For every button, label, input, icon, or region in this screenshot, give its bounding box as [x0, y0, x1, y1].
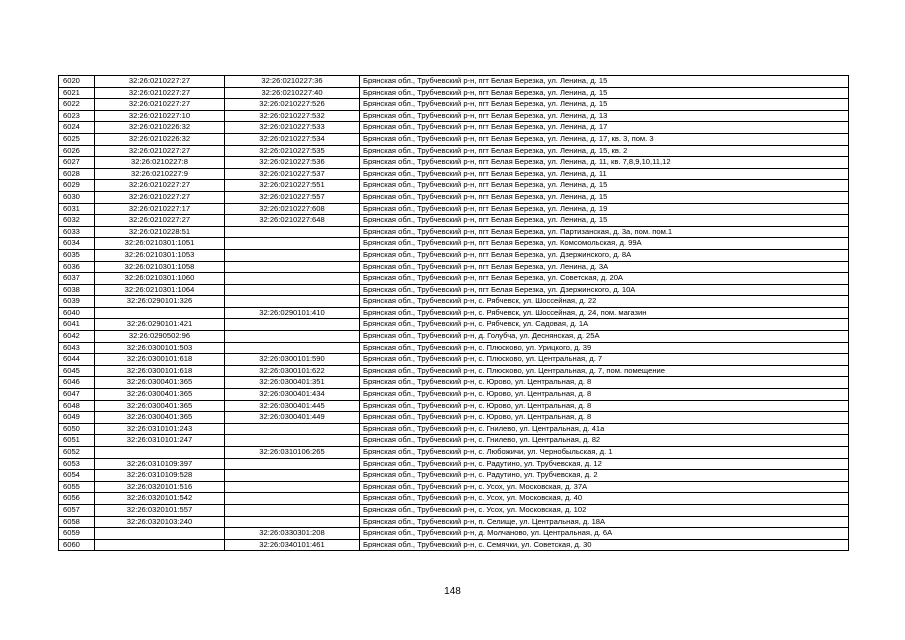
address-cell: Брянская обл., Трубчевский р-н, пгт Белая Березка, ул. Ленина, д. 17 — [360, 122, 849, 134]
address-cell: Брянская обл., Трубчевский р-н, пгт Белая Березка, ул. Ленина, д. 15, кв. 2 — [360, 145, 849, 157]
table-row — [59, 191, 849, 203]
address-cell: Брянская обл., Трубчевский р-н, пгт Белая Березка, ул. Ленина, д. 11 — [360, 168, 849, 180]
row-number-cell: 6026 — [59, 145, 95, 157]
address-cell: Брянская обл., Трубчевский р-н, с. Рябчевск, ул. Шоссейная, д. 24, пом. магазин — [360, 307, 849, 319]
address-cell: Брянская обл., Трубчевский р-н, с. Юрово, ул. Центральная, д. 8 — [360, 377, 849, 389]
object-number-cell: 32:26:0210227:535 — [225, 145, 360, 157]
parcel-number-cell: 32:26:0210227:27 — [95, 191, 225, 203]
table-row — [59, 180, 849, 192]
table-row — [59, 110, 849, 122]
object-number-cell: 32:26:0300101:622 — [225, 365, 360, 377]
parcel-number-cell: 32:26:0310101:247 — [95, 435, 225, 447]
address-cell: Брянская обл., Трубчевский р-н, пгт Белая Березка, ул. Ленина, д. 15 — [360, 180, 849, 192]
table-row — [59, 273, 849, 285]
address-cell: Брянская обл., Трубчевский р-н, с. Плюсково, ул. Центральная, д. 7 — [360, 354, 849, 366]
row-number-cell: 6037 — [59, 273, 95, 285]
object-number-cell: 32:26:0300401:434 — [225, 389, 360, 401]
table-row — [59, 470, 849, 482]
parcel-number-cell: 32:26:0210227:17 — [95, 203, 225, 215]
address-cell: Брянская обл., Трубчевский р-н, пгт Белая Березка, ул. Советская, д. 20А — [360, 273, 849, 285]
row-number-cell: 6020 — [59, 76, 95, 88]
page-number: 148 — [444, 586, 461, 597]
address-cell: Брянская обл., Трубчевский р-н, пгт Белая Березка, ул. Ленина, д. 19 — [360, 203, 849, 215]
object-number-cell: 32:26:0340101:461 — [225, 539, 360, 551]
table-row — [59, 122, 849, 134]
parcel-number-cell: 32:26:0320101:516 — [95, 481, 225, 493]
row-number-cell: 6060 — [59, 539, 95, 551]
object-number-cell — [225, 481, 360, 493]
row-number-cell: 6028 — [59, 168, 95, 180]
object-number-cell: 32:26:0210227:536 — [225, 157, 360, 169]
table-row — [59, 423, 849, 435]
parcel-number-cell: 32:26:0300401:365 — [95, 412, 225, 424]
table-row — [59, 203, 849, 215]
row-number-cell: 6021 — [59, 87, 95, 99]
table-row — [59, 493, 849, 505]
table-row — [59, 481, 849, 493]
object-number-cell: 32:26:0300401:449 — [225, 412, 360, 424]
parcel-number-cell: 32:26:0210227:27 — [95, 180, 225, 192]
object-number-cell — [225, 423, 360, 435]
row-number-cell: 6029 — [59, 180, 95, 192]
parcel-number-cell: 32:26:0300101:618 — [95, 354, 225, 366]
parcel-number-cell — [95, 307, 225, 319]
table-row — [59, 133, 849, 145]
object-number-cell — [225, 249, 360, 261]
table-row — [59, 342, 849, 354]
object-number-cell — [225, 493, 360, 505]
table-row — [59, 226, 849, 238]
row-number-cell: 6044 — [59, 354, 95, 366]
parcel-number-cell: 32:26:0300401:365 — [95, 389, 225, 401]
parcel-number-cell: 32:26:0300401:365 — [95, 400, 225, 412]
row-number-cell: 6048 — [59, 400, 95, 412]
table-row — [59, 99, 849, 111]
object-number-cell: 32:26:0210227:36 — [225, 76, 360, 88]
row-number-cell: 6027 — [59, 157, 95, 169]
table-row — [59, 307, 849, 319]
address-cell: Брянская обл., Трубчевский р-н, пгт Белая Березка, ул. Ленина, д. 15 — [360, 87, 849, 99]
registry-table-container — [58, 75, 848, 551]
address-cell: Брянская обл., Трубчевский р-н, пгт Белая Березка, ул. Ленина, д. 15 — [360, 215, 849, 227]
address-cell: Брянская обл., Трубчевский р-н, с. Рябчевск, ул. Шоссейная, д. 22 — [360, 296, 849, 308]
row-number-cell: 6052 — [59, 447, 95, 459]
table-row — [59, 435, 849, 447]
object-number-cell — [225, 226, 360, 238]
address-cell: Брянская обл., Трубчевский р-н, пгт Белая Березка, ул. Ленина, д. 3А — [360, 261, 849, 273]
address-cell: Брянская обл., Трубчевский р-н, с. Усох, ул. Московская, д. 37А — [360, 481, 849, 493]
table-row — [59, 447, 849, 459]
parcel-number-cell: 32:26:0210226:32 — [95, 122, 225, 134]
parcel-number-cell: 32:26:0210227:27 — [95, 145, 225, 157]
parcel-number-cell: 32:26:0290101:326 — [95, 296, 225, 308]
table-row — [59, 319, 849, 331]
row-number-cell: 6051 — [59, 435, 95, 447]
row-number-cell: 6034 — [59, 238, 95, 250]
row-number-cell: 6032 — [59, 215, 95, 227]
object-number-cell — [225, 342, 360, 354]
row-number-cell: 6041 — [59, 319, 95, 331]
row-number-cell: 6050 — [59, 423, 95, 435]
address-cell: Брянская обл., Трубчевский р-н, д. Молчаново, ул. Центральная, д. 6А — [360, 528, 849, 540]
parcel-number-cell: 32:26:0300401:365 — [95, 377, 225, 389]
address-cell: Брянская обл., Трубчевский р-н, пгт Белая Березка, ул. Ленина, д. 15 — [360, 99, 849, 111]
parcel-number-cell: 32:26:0210227:8 — [95, 157, 225, 169]
object-number-cell — [225, 516, 360, 528]
address-cell: Брянская обл., Трубчевский р-н, пгт Белая Березка, ул. Партизанская, д. 3а, пом. пом.1 — [360, 226, 849, 238]
address-cell: Брянская обл., Трубчевский р-н, пгт Белая Березка, ул. Ленина, д. 15 — [360, 191, 849, 203]
object-number-cell: 32:26:0210227:608 — [225, 203, 360, 215]
parcel-number-cell: 32:26:0290502:96 — [95, 331, 225, 343]
address-cell: Брянская обл., Трубчевский р-н, с. Радутино, ул. Трубчевская, д. 12 — [360, 458, 849, 470]
row-number-cell: 6055 — [59, 481, 95, 493]
parcel-number-cell: 32:26:0210227:27 — [95, 87, 225, 99]
address-cell: Брянская обл., Трубчевский р-н, пгт Белая Березка, ул. Дзержинского, д. 8А — [360, 249, 849, 261]
row-number-cell: 6053 — [59, 458, 95, 470]
table-row — [59, 215, 849, 227]
object-number-cell: 32:26:0210227:648 — [225, 215, 360, 227]
object-number-cell: 32:26:0210227:532 — [225, 110, 360, 122]
row-number-cell: 6024 — [59, 122, 95, 134]
address-cell: Брянская обл., Трубчевский р-н, с. Плюсково, ул. Центральная, д. 7, пом. помещение — [360, 365, 849, 377]
object-number-cell — [225, 261, 360, 273]
parcel-number-cell: 32:26:0320101:542 — [95, 493, 225, 505]
table-row — [59, 389, 849, 401]
parcel-number-cell: 32:26:0210227:27 — [95, 76, 225, 88]
address-cell: Брянская обл., Трубчевский р-н, с. Юрово, ул. Центральная, д. 8 — [360, 412, 849, 424]
table-row — [59, 331, 849, 343]
row-number-cell: 6022 — [59, 99, 95, 111]
object-number-cell: 32:26:0210227:526 — [225, 99, 360, 111]
table-row — [59, 354, 849, 366]
parcel-number-cell — [95, 447, 225, 459]
table-row — [59, 412, 849, 424]
row-number-cell: 6023 — [59, 110, 95, 122]
object-number-cell — [225, 319, 360, 331]
table-row — [59, 87, 849, 99]
object-number-cell: 32:26:0300101:590 — [225, 354, 360, 366]
row-number-cell: 6058 — [59, 516, 95, 528]
object-number-cell: 32:26:0210227:534 — [225, 133, 360, 145]
table-row — [59, 365, 849, 377]
row-number-cell: 6038 — [59, 284, 95, 296]
row-number-cell: 6049 — [59, 412, 95, 424]
parcel-number-cell: 32:26:0210301:1064 — [95, 284, 225, 296]
row-number-cell: 6059 — [59, 528, 95, 540]
object-number-cell: 32:26:0210227:533 — [225, 122, 360, 134]
row-number-cell: 6031 — [59, 203, 95, 215]
address-cell: Брянская обл., Трубчевский р-н, с. Радутино, ул. Трубчевская, д. 2 — [360, 470, 849, 482]
table-row — [59, 539, 849, 551]
parcel-number-cell: 32:26:0310109:528 — [95, 470, 225, 482]
object-number-cell: 32:26:0290101:410 — [225, 307, 360, 319]
parcel-number-cell: 32:26:0210228:51 — [95, 226, 225, 238]
table-row — [59, 145, 849, 157]
parcel-number-cell: 32:26:0210227:27 — [95, 99, 225, 111]
address-cell: Брянская обл., Трубчевский р-н, п. Селище, ул. Центральная, д. 18А — [360, 516, 849, 528]
row-number-cell: 6057 — [59, 504, 95, 516]
registry-table — [58, 75, 849, 551]
address-cell: Брянская обл., Трубчевский р-н, с. Гнилево, ул. Центральная, д. 41а — [360, 423, 849, 435]
table-row — [59, 458, 849, 470]
address-cell: Брянская обл., Трубчевский р-н, пгт Белая Березка, ул. Ленина, д. 15 — [360, 76, 849, 88]
address-cell: Брянская обл., Трубчевский р-н, с. Рябчевск, ул. Садовая, д. 1А — [360, 319, 849, 331]
object-number-cell — [225, 470, 360, 482]
table-row — [59, 238, 849, 250]
table-row — [59, 377, 849, 389]
object-number-cell: 32:26:0330301:208 — [225, 528, 360, 540]
table-row — [59, 157, 849, 169]
table-row — [59, 249, 849, 261]
row-number-cell: 6035 — [59, 249, 95, 261]
table-row — [59, 296, 849, 308]
address-cell: Брянская обл., Трубчевский р-н, с. Юрово, ул. Центральная, д. 8 — [360, 400, 849, 412]
row-number-cell: 6040 — [59, 307, 95, 319]
parcel-number-cell: 32:26:0320103:240 — [95, 516, 225, 528]
address-cell: Брянская обл., Трубчевский р-н, с. Усох, ул. Московская, д. 40 — [360, 493, 849, 505]
parcel-number-cell: 32:26:0210301:1053 — [95, 249, 225, 261]
table-row — [59, 528, 849, 540]
object-number-cell — [225, 504, 360, 516]
object-number-cell: 32:26:0210227:557 — [225, 191, 360, 203]
parcel-number-cell: 32:26:0320101:557 — [95, 504, 225, 516]
table-row — [59, 261, 849, 273]
address-cell: Брянская обл., Трубчевский р-н, с. Любожичи, ул. Чернобыльская, д. 1 — [360, 447, 849, 459]
object-number-cell — [225, 273, 360, 285]
parcel-number-cell: 32:26:0210301:1058 — [95, 261, 225, 273]
object-number-cell: 32:26:0210227:537 — [225, 168, 360, 180]
address-cell: Брянская обл., Трубчевский р-н, пгт Белая Березка, ул. Ленина, д. 13 — [360, 110, 849, 122]
table-row — [59, 400, 849, 412]
parcel-number-cell: 32:26:0210226:32 — [95, 133, 225, 145]
address-cell: Брянская обл., Трубчевский р-н, пгт Белая Березка, ул. Ленина, д. 17, кв. 3, пом. 3 — [360, 133, 849, 145]
parcel-number-cell: 32:26:0210227:10 — [95, 110, 225, 122]
row-number-cell: 6045 — [59, 365, 95, 377]
row-number-cell: 6039 — [59, 296, 95, 308]
parcel-number-cell: 32:26:0310101:243 — [95, 423, 225, 435]
object-number-cell — [225, 296, 360, 308]
object-number-cell — [225, 331, 360, 343]
table-row — [59, 76, 849, 88]
parcel-number-cell: 32:26:0210227:27 — [95, 215, 225, 227]
row-number-cell: 6046 — [59, 377, 95, 389]
row-number-cell: 6043 — [59, 342, 95, 354]
row-number-cell: 6030 — [59, 191, 95, 203]
object-number-cell — [225, 458, 360, 470]
table-row — [59, 516, 849, 528]
row-number-cell: 6033 — [59, 226, 95, 238]
object-number-cell: 32:26:0210227:551 — [225, 180, 360, 192]
parcel-number-cell: 32:26:0210301:1051 — [95, 238, 225, 250]
object-number-cell — [225, 435, 360, 447]
row-number-cell: 6025 — [59, 133, 95, 145]
row-number-cell: 6036 — [59, 261, 95, 273]
row-number-cell: 6042 — [59, 331, 95, 343]
object-number-cell: 32:26:0310106:265 — [225, 447, 360, 459]
address-cell: Брянская обл., Трубчевский р-н, с. Юрово, ул. Центральная, д. 8 — [360, 389, 849, 401]
parcel-number-cell: 32:26:0300101:503 — [95, 342, 225, 354]
parcel-number-cell: 32:26:0290101:421 — [95, 319, 225, 331]
parcel-number-cell: 32:26:0210301:1060 — [95, 273, 225, 285]
address-cell: Брянская обл., Трубчевский р-н, с. Усох, ул. Московская, д. 102 — [360, 504, 849, 516]
row-number-cell: 6054 — [59, 470, 95, 482]
address-cell: Брянская обл., Трубчевский р-н, с. Плюсково, ул. Урицкого, д. 39 — [360, 342, 849, 354]
address-cell: Брянская обл., Трубчевский р-н, д. Голубча, ул. Деснянская, д. 25А — [360, 331, 849, 343]
address-cell: Брянская обл., Трубчевский р-н, пгт Белая Березка, ул. Ленина, д. 11, кв. 7,8,9,10,11,12 — [360, 157, 849, 169]
parcel-number-cell: 32:26:0310109:397 — [95, 458, 225, 470]
row-number-cell: 6056 — [59, 493, 95, 505]
row-number-cell: 6047 — [59, 389, 95, 401]
parcel-number-cell: 32:26:0300101:618 — [95, 365, 225, 377]
object-number-cell: 32:26:0210227:40 — [225, 87, 360, 99]
object-number-cell — [225, 238, 360, 250]
parcel-number-cell — [95, 539, 225, 551]
registry-table-body — [59, 76, 849, 551]
object-number-cell: 32:26:0300401:351 — [225, 377, 360, 389]
table-row — [59, 504, 849, 516]
table-row — [59, 168, 849, 180]
address-cell: Брянская обл., Трубчевский р-н, пгт Белая Березка, ул. Комсомольская, д. 99А — [360, 238, 849, 250]
address-cell: Брянская обл., Трубчевский р-н, с. Семячки, ул. Советская, д. 30 — [360, 539, 849, 551]
address-cell: Брянская обл., Трубчевский р-н, с. Гнилево, ул. Центральная, д. 82 — [360, 435, 849, 447]
object-number-cell: 32:26:0300401:445 — [225, 400, 360, 412]
object-number-cell — [225, 284, 360, 296]
table-row — [59, 284, 849, 296]
address-cell: Брянская обл., Трубчевский р-н, пгт Белая Березка, ул. Дзержинского, д. 10А — [360, 284, 849, 296]
parcel-number-cell — [95, 528, 225, 540]
parcel-number-cell: 32:26:0210227:9 — [95, 168, 225, 180]
